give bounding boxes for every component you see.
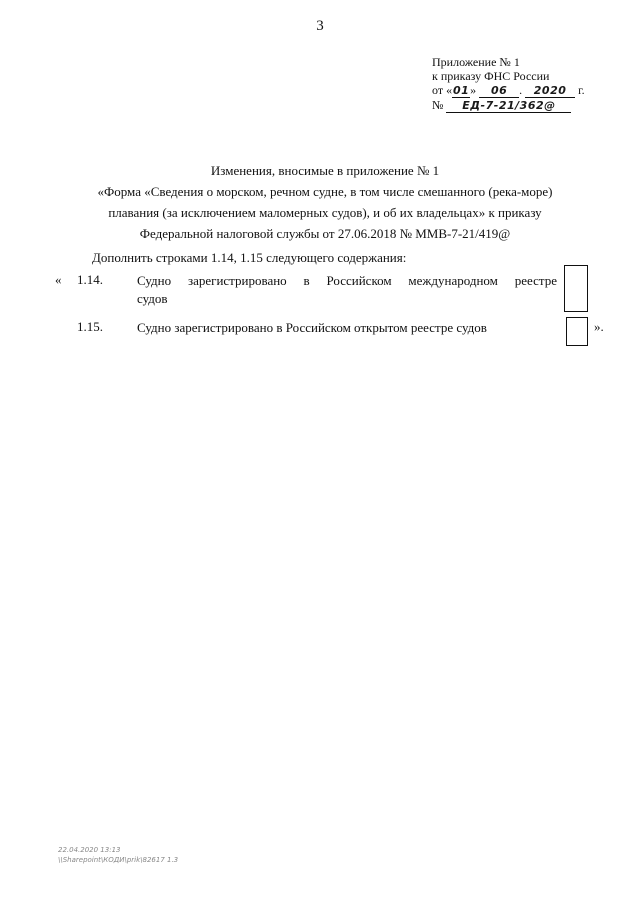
row-text-1-14-line2: судов (137, 291, 168, 306)
appendix-number-line (432, 98, 607, 113)
date-suffix: г. (578, 83, 585, 97)
date-mid: » (470, 83, 477, 97)
date-day: 01 (452, 84, 470, 97)
stamp-datetime: 22.04.2020 13:13 (58, 846, 121, 854)
close-quote: ». (594, 319, 604, 334)
order-number: ЕД-7-21/362@ (446, 100, 571, 113)
intro-text: Дополнить строками 1.14, 1.15 следующего содержания: (92, 250, 407, 265)
page-number: 3 (316, 18, 324, 34)
row-number-1-15: 1.15. (77, 319, 103, 334)
open-quote: « (55, 272, 62, 287)
date-year: 2020 (525, 85, 575, 98)
appendix-block (432, 55, 607, 113)
row-number-1-14: 1.14. (77, 272, 103, 287)
row-text-1-14-line1: Судно зарегистрировано в Российском международном реестре (137, 273, 557, 288)
row-text-1-15: Судно зарегистрировано в Российском открытом реестре судов (137, 320, 487, 335)
row-text-1-14 (137, 272, 557, 308)
appendix-date-line (432, 83, 607, 98)
checkbox-1-15[interactable] (566, 317, 588, 346)
date-prefix: от « (432, 83, 453, 97)
appendix-order-ref: к приказу ФНС России (432, 69, 550, 83)
document-title (40, 160, 610, 244)
title-line-2: «Форма «Сведения о морском, речном судне, в том числе смешанного (река-море) (97, 184, 553, 199)
title-line-3: плавания (за исключением маломерных судов), и об их владельцах» к приказу (108, 205, 542, 220)
date-month: 06 (479, 85, 519, 98)
stamp-path: \\Sharepoint\КОДИ\prik\82617 1.3 (58, 856, 179, 864)
title-line-4: Федеральной налоговой службы от 27.06.2018 № ММВ-7-21/419@ (139, 226, 511, 241)
number-prefix: № (432, 98, 444, 112)
date-dot: . (519, 83, 523, 97)
footer-stamp (58, 845, 178, 865)
appendix-title: Приложение № 1 (432, 55, 520, 69)
title-line-1: Изменения, вносимые в приложение № 1 (210, 163, 440, 178)
checkbox-1-14[interactable] (564, 265, 588, 312)
